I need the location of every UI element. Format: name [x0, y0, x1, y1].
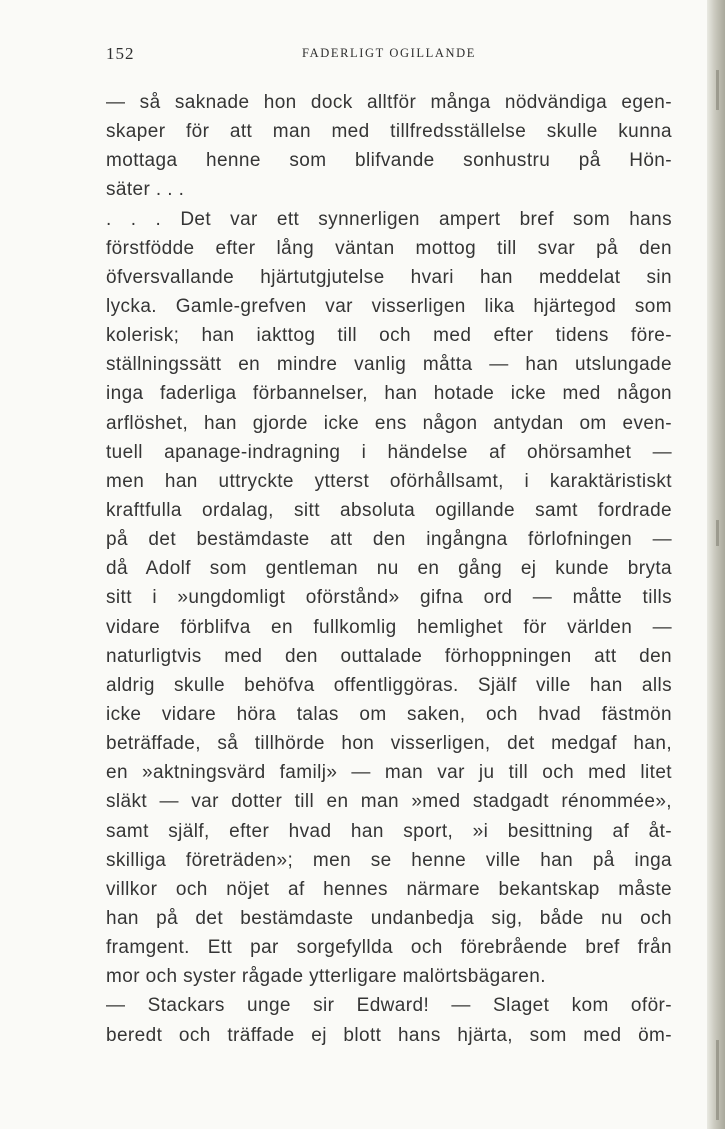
text-line: öfversvallande hjärtutgjutelse hvari han meddelat sin	[106, 266, 672, 288]
page-edge-shadow	[707, 0, 725, 1129]
text-line: skilliga företräden»; men se henne ville han på inga	[106, 849, 672, 871]
text-line: säter . . .	[106, 179, 185, 201]
text-line: icke vidare höra talas om saken, och hvad fästmön	[106, 703, 672, 725]
text-line: men han uttryckte ytterst oförhållsamt, i karaktäristiskt	[106, 470, 672, 492]
body-text	[106, 88, 672, 1050]
text-line: då Adolf som gentleman nu en gång ej kunde bryta	[106, 558, 672, 580]
text-line: mottaga henne som blifvande sonhustru på Hön-	[106, 150, 672, 172]
text-line: arflöshet, han gjorde icke ens någon antydan om even-	[106, 412, 672, 434]
text-line: vidare förblifva en fullkomlig hemlighet för världen —	[106, 616, 672, 638]
text-line: förstfödde efter lång väntan mottog till svar på den	[106, 237, 672, 259]
text-line: beredt och träffade ej blott hans hjärta, som med öm-	[106, 1024, 672, 1046]
text-line: lycka. Gamle-grefven var visserligen lika hjärtegod som	[106, 295, 672, 317]
edge-mark	[716, 70, 719, 110]
text-line: släkt — var dotter till en man »med stadgadt rénommée»,	[106, 791, 672, 813]
edge-mark	[716, 520, 719, 546]
text-line: naturligtvis med den outtalade förhoppningen att den	[106, 645, 672, 667]
text-line: . . . Det var ett synnerligen ampert bref som hans	[106, 208, 672, 230]
page-number: 152	[106, 44, 135, 63]
text-line: kolerisk; han iakttog till och med efter tidens före-	[106, 325, 672, 347]
running-title: FADERLIGT OGILLANDE	[301, 46, 476, 60]
text-line: beträffade, så tillhörde hon visserligen, det medgaf han,	[106, 733, 672, 755]
text-line: aldrig skulle behöfva offentliggöras. Själf ville han alls	[106, 674, 672, 696]
edge-mark	[716, 1040, 719, 1120]
page-header	[106, 44, 672, 70]
text-line: en »aktningsvärd familj» — man var ju till och med litet	[106, 762, 672, 784]
text-line: skaper för att man med tillfredsställelse skulle kunna	[106, 121, 672, 143]
text-line: han på det bestämdaste undanbedja sig, både nu och	[106, 907, 672, 929]
text-line: — så saknade hon dock alltför många nödvändiga egen-	[106, 92, 672, 113]
text-line: ställningssätt en mindre vanlig måtta — han utslungade	[106, 354, 672, 376]
text-line: mor och syster rågade ytterligare malörtsbägaren.	[106, 966, 546, 988]
text-line: framgent. Ett par sorgefyllda och förebrående bref från	[106, 937, 672, 959]
text-line: — Stackars unge sir Edward! — Slaget kom oför-	[106, 995, 672, 1017]
text-line: samt själf, efter hvad han sport, »i besittning af åt-	[106, 820, 672, 842]
text-line: sitt i »ungdomligt oförstånd» gifna ord — måtte tills	[106, 587, 672, 609]
text-line: kraftfulla ordalag, sitt absoluta ogillande samt fordrade	[106, 499, 672, 521]
text-line: villkor och nöjet af hennes närmare bekantskap måste	[106, 878, 672, 900]
text-line: inga faderliga förbannelser, han hotade icke med någon	[106, 383, 672, 405]
text-line: på det bestämdaste att den ingångna förlofningen —	[106, 529, 672, 551]
text-line: tuell apanage-indragning i händelse af ohörsamhet —	[106, 441, 672, 463]
